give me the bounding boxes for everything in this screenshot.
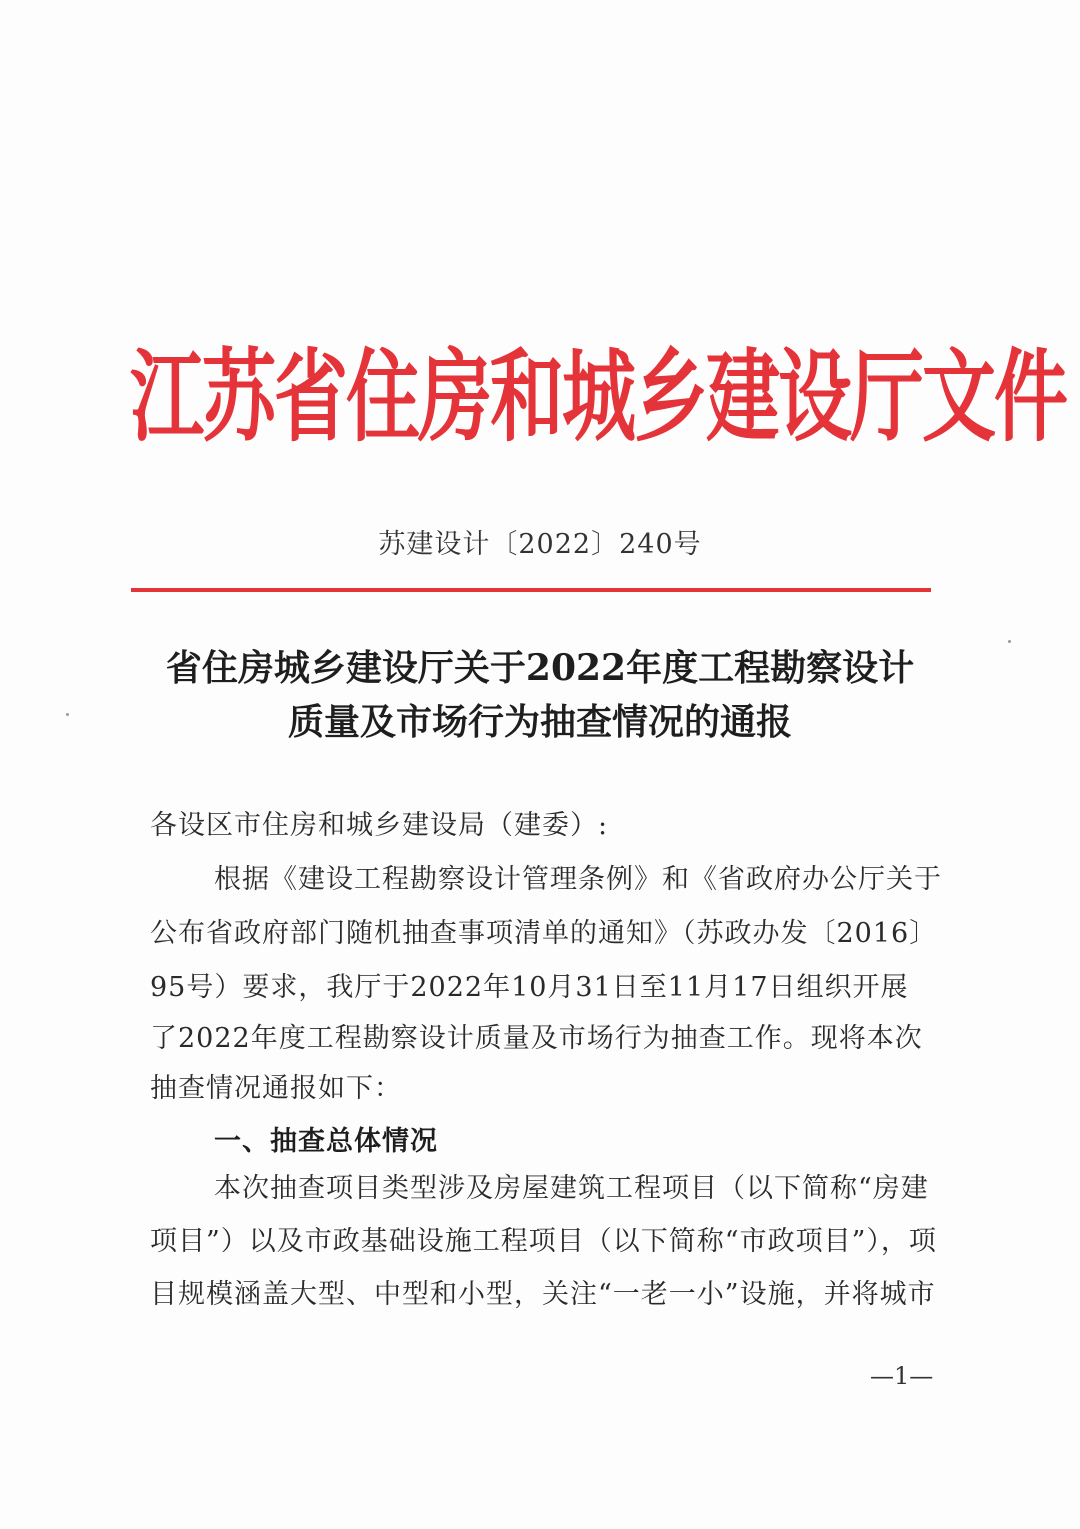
paragraph-2-line-3: 目规模涵盖大型、中型和小型，关注“一老一小”设施，并将城市 — [150, 1279, 936, 1310]
notice-title-line-2: 质量及市场行为抽查情况的通报 — [287, 701, 792, 743]
paragraph-1-line-2: 公布省政府部门随机抽查事项清单的通知》（苏政办发〔2016〕 — [150, 918, 938, 949]
scan-speck — [1008, 640, 1011, 643]
document-number: 苏建设计〔2022〕240号 — [378, 529, 702, 560]
paragraph-2-line-2: 项目”）以及市政基础设施工程项目（以下简称“市政项目”），项 — [150, 1226, 937, 1257]
paragraph-1-line-4: 了2022年度工程勘察设计质量及市场行为抽查工作。现将本次 — [150, 1023, 923, 1054]
scan-speck — [66, 713, 69, 716]
paragraph-1-line-5: 抽查情况通报如下： — [150, 1073, 402, 1104]
masthead-title: 江苏省住房和城乡建设厅文件 — [130, 339, 1066, 456]
paragraph-1-line-1: 根据《建设工程勘察设计管理条例》和《省政府办公厅关于 — [214, 864, 942, 895]
salutation: 各设区市住房和城乡建设局（建委）: — [150, 810, 609, 841]
paragraph-2-line-1: 本次抽查项目类型涉及房屋建筑工程项目（以下简称“房建 — [214, 1173, 929, 1204]
section-1-heading: 一、抽查总体情况 — [214, 1126, 438, 1157]
red-divider-line — [131, 588, 931, 592]
notice-title-line-1: 省住房城乡建设厅关于2022年度工程勘察设计 — [165, 647, 915, 689]
page-number: —1— — [870, 1362, 934, 1390]
paragraph-1-line-3: 95号）要求，我厅于2022年10月31日至11月17日组织开展 — [150, 972, 909, 1003]
